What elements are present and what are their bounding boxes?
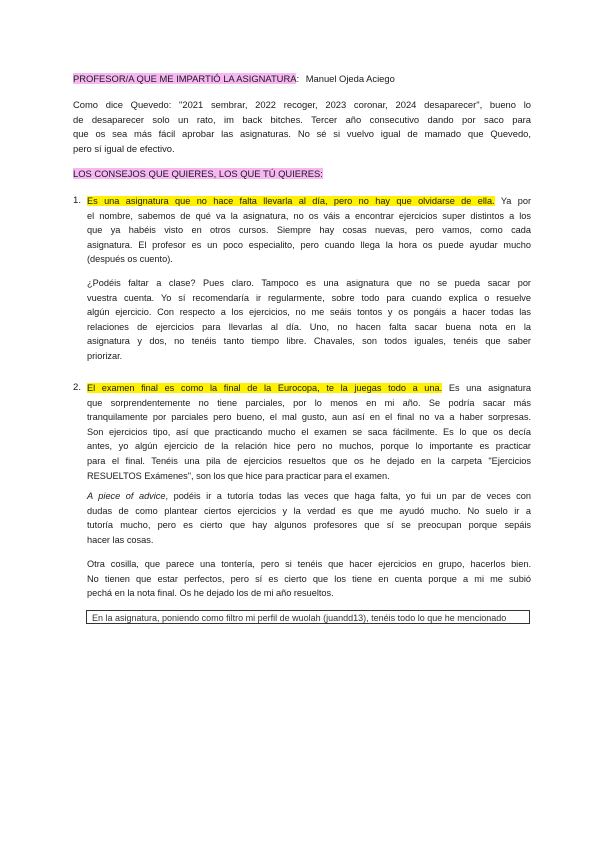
intro-line: de desaparecer solo un rato, im back bitches. Tercer año consecutivo dando por saco para [73,113,531,125]
intro-line: pero sí igual de efectivo. [73,142,175,154]
item-1-line: el nombre, sabemos de qué va la asignatura, no os váis a encontrar ejercicios super distintos a los [87,210,531,221]
advice-line: hacer las cosas. [87,534,154,545]
item-1-p2-line: algún ejercicio. Con respecto a los ejercicios, no me seáis tontos y os pongáis a hacer todas las [87,307,531,318]
intro-line: Como dice Quevedo: "2021 sembrar, 2022 recoger, 2023 coronar, 2024 desaparecer", bueno lo [73,99,531,110]
item-2-line: tranquilamente por parciales pero bueno, el mal gusto, aun así en el final no va a haber sorpresas. [87,412,531,423]
advice-italic: A piece of advice [87,491,166,501]
item-1-number: 1. [73,195,82,206]
item-1-p2-line: relaciones de ejercicios para llevarlas al día. Uno, no hacen falta sacar buena nota en la [87,321,531,332]
item-2-first-line [87,381,531,396]
item-1-line: que ya habéis visto en otros cursos. Siempre hay cosas nuevas, pero vamos, como cada [87,225,531,236]
item-1-line: asignatura. El profesor es un poco especialito, pero cuando llega la hora os puede ayudar mucho [87,239,531,250]
item-2-p3-line: Otra cosilla, que parece una tontería, pero si tenéis que hacer ejercicios en grupo, hacerlos bien. [87,559,531,569]
item-1-p2-line: asignatura y dos, no tenéis tanto tiempo libre. Chavales, son todos iguales, tenéis que saber [87,336,531,347]
item-2-line: RESUELTOS Exámenes", son los que hice para practicar para el examen. [87,470,390,481]
item-2-paragraph-3 [87,557,531,601]
item-1-first-line [87,194,531,209]
item-2-first-tail: Es una asignatura [448,383,532,393]
advice-first-line [87,489,531,504]
item-2-line: para el final. Tenéis una pila de ejercicios resueltos que os he dejado en la carpeta "Ejercicios [87,455,531,466]
section-title-text: LOS CONSEJOS QUE QUIERES, LOS QUE TÚ QUIERES: [73,168,323,179]
item-2-line: antes, yo algún ejercicio de la relación hice pero no muchos, porque lo importante es practicar [87,441,531,452]
colon: : [296,73,300,84]
item-2-highlight: El examen final es como la final de la Eurocopa, te la juegas todo a una. [87,383,443,393]
intro-paragraph [73,98,531,156]
item-2-line: Son ejercicios tipo, así que practicando mucho el examen se saca fácilmente. Es lo que os decía [87,426,531,437]
intro-line: que os sea más fácil aprobar las asignaturas. No sé si vuelvo igual de mamado que Quevedo, [73,128,531,140]
wuolah-note-strip: En la asignatura, poniendo como filtro mi perfil de wuolah (juandd13), tenéis todo lo que he mencionado [86,610,530,624]
advice-first-rest: , podéis ir a tutoría todas las veces que haga falta, yo fui un par de veces con [165,491,531,501]
professor-line [73,72,395,86]
item-1-highlight: Es una asignatura que no hace falta llevarla al día, pero no hay que olvidarse de ella. [87,196,495,206]
item-2-number: 2. [73,382,82,393]
professor-label: PROFESOR/A QUE ME IMPARTIÓ LA ASIGNATURA [73,73,297,84]
item-2-advice-paragraph [87,489,531,547]
advice-line: tutoría mucho, pero es cierto que hay algunos profesores que sí se preocupan porque sepáis [87,520,531,531]
item-2-p3-line: pechá en la nota final. Os he dejado los de mi año resueltos. [87,588,334,599]
professor-name: Manuel Ojeda Aciego [305,73,395,84]
item-2-p3-line: No tienen que estar perfectos, pero sí es cierto que los tiene en cuenta porque a mi me subió [87,573,531,584]
section-title [73,167,323,181]
item-1-first-tail: Ya por [500,196,531,206]
item-1-line: (después os cuento). [87,254,173,265]
advice-line: dudas de como plantear ciertos ejercicios y la verdad es que me ayudó mucho. No suelo ir a [87,505,531,516]
item-1-p2-line: priorizar. [87,350,123,361]
item-1-paragraph [87,194,531,267]
item-1-paragraph-2 [87,276,531,364]
item-2-line: que sorprendentemente no tiene parciales, por lo menos en mi año. Se podría sacar más [87,397,531,408]
item-2-paragraph [87,381,531,483]
item-1-p2-line: ¿Podéis faltar a clase? Pues claro. Tampoco es una asignatura que no se pueda sacar por [87,278,531,288]
item-1-p2-line: vuestra cuenta. Yo sí recomendaría ir regularmente, sobre todo para cuando explica o resuelve [87,292,531,303]
